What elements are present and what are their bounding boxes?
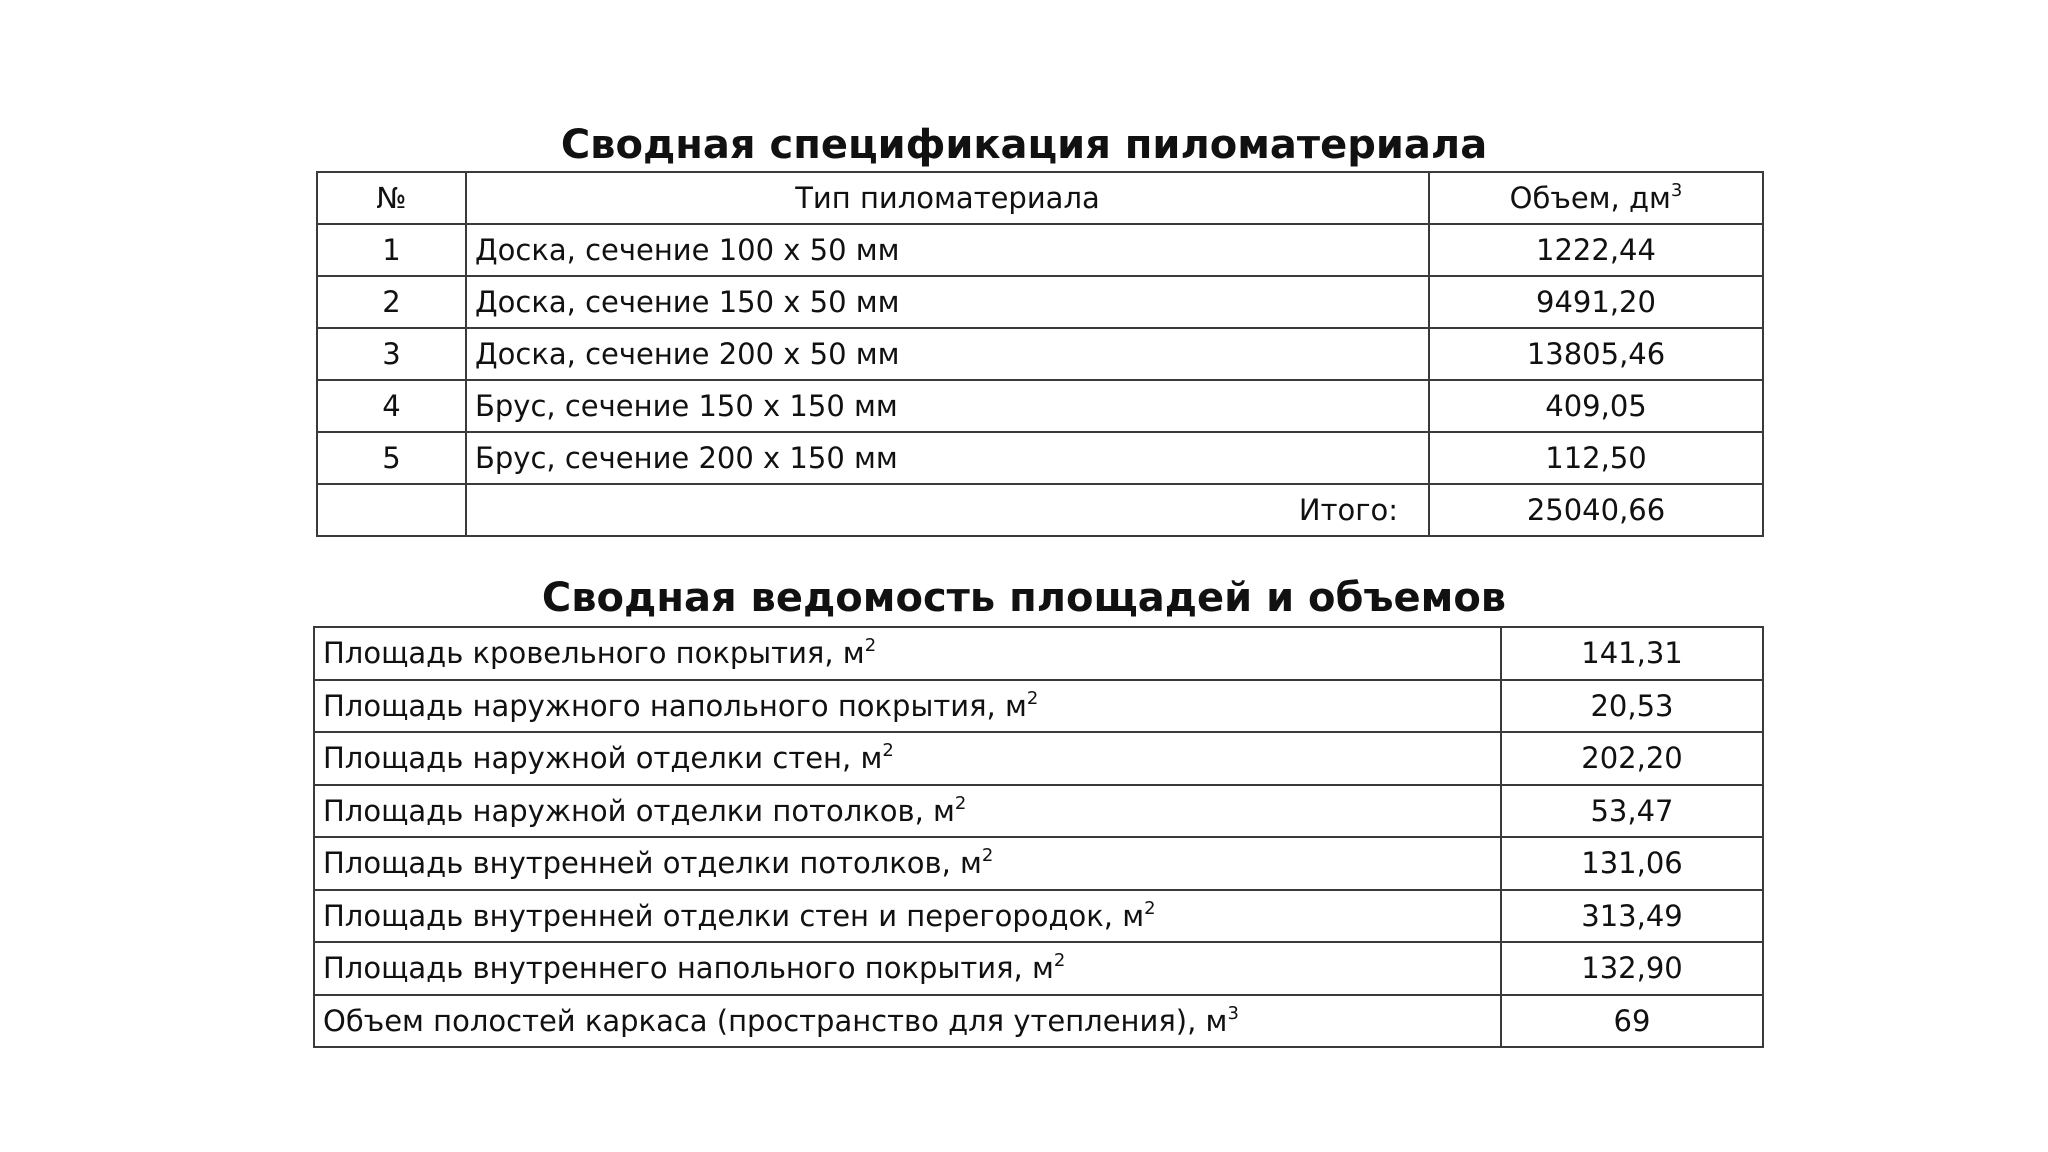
lumber-volume: 13805,46	[1429, 328, 1763, 380]
area-label	[314, 785, 1501, 838]
areas-summary-table	[313, 626, 1764, 1048]
unit-superscript: 2	[882, 740, 894, 762]
total-row	[317, 484, 1763, 536]
area-label	[314, 627, 1501, 680]
empty-cell	[317, 484, 466, 536]
table-row	[314, 942, 1763, 995]
column-header-volume	[1429, 172, 1763, 224]
volume-header-label: Объем, дм	[1509, 181, 1671, 215]
lumber-spec-title: Сводная спецификация пиломатериала	[560, 122, 1488, 168]
table-row	[314, 732, 1763, 785]
unit-superscript: 2	[981, 845, 994, 867]
unit-superscript: 3	[1227, 1002, 1239, 1024]
lumber-type: Доска, сечение 200 х 50 мм	[466, 328, 1429, 380]
total-label: Итого:	[466, 484, 1429, 536]
column-header-type: Тип пиломатериала	[466, 172, 1429, 224]
lumber-volume: 409,05	[1429, 380, 1763, 432]
area-label	[314, 680, 1501, 733]
area-label-text: Площадь наружного напольного покрытия, м	[323, 688, 1027, 723]
lumber-type: Доска, сечение 150 х 50 мм	[466, 276, 1429, 328]
area-value: 20,53	[1501, 680, 1763, 733]
area-value: 141,31	[1501, 627, 1763, 680]
area-label	[314, 890, 1501, 943]
table-row	[314, 890, 1763, 943]
lumber-volume: 1222,44	[1429, 224, 1763, 276]
row-number: 1	[317, 224, 466, 276]
table-row	[317, 432, 1763, 484]
area-label	[314, 837, 1501, 890]
table-row	[317, 276, 1763, 328]
row-number: 3	[317, 328, 466, 380]
table-row	[317, 328, 1763, 380]
table-row	[317, 380, 1763, 432]
column-header-number: №	[317, 172, 466, 224]
lumber-type: Доска, сечение 100 х 50 мм	[466, 224, 1429, 276]
area-label-text: Площадь внутреннего напольного покрытия, м	[323, 951, 1054, 986]
area-value: 131,06	[1501, 837, 1763, 890]
table-row	[314, 785, 1763, 838]
volume-unit-superscript: 3	[1670, 180, 1683, 201]
area-label-text: Площадь наружной отделки стен, м	[323, 741, 883, 776]
area-label-text: Площадь кровельного покрытия, м	[323, 636, 865, 671]
area-value: 202,20	[1501, 732, 1763, 785]
area-value: 313,49	[1501, 890, 1763, 943]
unit-superscript: 2	[864, 635, 877, 657]
lumber-type: Брус, сечение 150 х 150 мм	[466, 380, 1429, 432]
areas-summary-title: Сводная ведомость площадей и объемов	[541, 575, 1507, 621]
table-row	[317, 224, 1763, 276]
table-header-row	[317, 172, 1763, 224]
area-label-text: Площадь внутренней отделки потолков, м	[323, 846, 982, 881]
area-label	[314, 942, 1501, 995]
area-label-text: Площадь наружной отделки потолков, м	[323, 793, 955, 828]
table-row	[314, 680, 1763, 733]
area-value: 132,90	[1501, 942, 1763, 995]
area-value: 53,47	[1501, 785, 1763, 838]
unit-superscript: 2	[1053, 950, 1066, 972]
area-label-text: Площадь внутренней отделки стен и перегородок, м	[323, 898, 1145, 933]
table-row	[314, 627, 1763, 680]
table-row	[314, 995, 1763, 1048]
lumber-type: Брус, сечение 200 х 150 мм	[466, 432, 1429, 484]
volume-label	[314, 995, 1501, 1048]
total-value: 25040,66	[1429, 484, 1763, 536]
lumber-volume: 9491,20	[1429, 276, 1763, 328]
row-number: 4	[317, 380, 466, 432]
row-number: 5	[317, 432, 466, 484]
unit-superscript: 2	[1026, 687, 1039, 709]
lumber-spec-table	[316, 171, 1764, 537]
volume-value: 69	[1501, 995, 1763, 1048]
lumber-volume: 112,50	[1429, 432, 1763, 484]
area-label	[314, 732, 1501, 785]
volume-label-text: Объем полостей каркаса (пространство для утепления), м	[323, 1003, 1228, 1038]
unit-superscript: 2	[1144, 897, 1156, 919]
table-row	[314, 837, 1763, 890]
unit-superscript: 2	[954, 792, 967, 814]
row-number: 2	[317, 276, 466, 328]
